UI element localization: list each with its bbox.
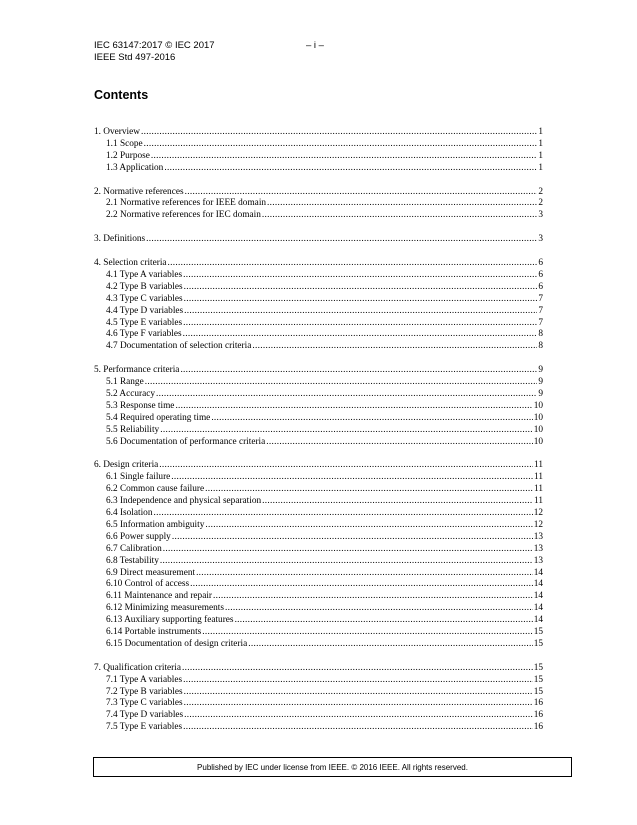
toc-entry-page: 9 [538,389,543,400]
toc-entry-page: 6 [538,270,543,281]
toc-entry-page: 14 [533,615,543,626]
toc-entry-label: 5.5 Reliability [106,424,160,435]
toc-entry-page: 12 [533,519,543,530]
dot-leader [205,520,532,532]
toc-entry-label: 6.1 Single failure [106,472,171,483]
toc-entry-label: 2.1 Normative references for IEEE domain [106,198,267,209]
toc-subsection-entry[interactable] [94,210,543,222]
toc-entry-label: 6.4 Isolation [106,508,153,519]
toc-entry-label: 5.1 Range [106,377,144,388]
toc-subsection-entry[interactable] [94,687,543,699]
dot-leader [184,698,533,710]
toc-entry-label: 6. Design criteria [94,460,159,471]
toc-entry-page: 10 [533,436,543,447]
dot-leader [183,270,537,282]
dot-leader [153,508,532,520]
toc-entry-label: 4.5 Type E variables [106,317,183,328]
toc-subsection-entry[interactable] [94,377,543,389]
toc-entry-label: 6.8 Testability [106,555,159,566]
publication-footer: Published by IEC under license from IEEE. © 2016 IEEE. All rights reserved. [93,757,572,777]
toc-entry-page: 16 [533,710,543,721]
toc-entry-page: 10 [533,412,543,423]
page-title: Contents [94,88,149,102]
toc-entry-label: 6.7 Calibration [106,543,162,554]
toc-subsection-entry[interactable] [94,520,543,532]
toc-subsection-entry[interactable] [94,710,543,722]
toc-entry-label: 6.12 Minimizing measurements [106,603,224,614]
toc-entry-page: 9 [538,377,543,388]
toc-entry-page: 15 [533,626,543,637]
toc-subsection-entry[interactable] [94,306,543,318]
toc-entry-page: 15 [533,638,543,649]
toc-subsection-entry[interactable] [94,472,543,484]
toc-entry-page: 16 [533,698,543,709]
toc-subsection-entry[interactable] [94,139,543,151]
toc-subsection-entry[interactable] [94,603,543,615]
toc-section-entry[interactable] [94,663,543,675]
header-standard-ieee: IEEE Std 497-2016 [94,52,176,63]
dot-leader [141,127,537,139]
toc-entry-page: 13 [533,555,543,566]
dot-leader [180,365,537,377]
dot-leader [211,413,532,425]
toc-entry-label: 7.5 Type E variables [106,722,183,733]
dot-leader [225,603,533,615]
toc-entry-label: 6.13 Auxiliary supporting features [106,615,234,626]
toc-subsection-entry[interactable] [94,437,543,449]
toc-entry-page: 7 [538,293,543,304]
toc-subsection-entry[interactable] [94,591,543,603]
page-header [94,40,215,64]
toc-subsection-entry[interactable] [94,163,543,175]
toc-entry-page: 10 [533,424,543,435]
toc-subsection-entry[interactable] [94,544,543,556]
toc-subsection-entry[interactable] [94,425,543,437]
toc-subsection-entry[interactable] [94,532,543,544]
toc-section [94,127,543,175]
toc-entry-label: 2. Normative references [94,186,184,197]
dot-leader [184,282,538,294]
header-standard-iec: IEC 63147:2017 © IEC 2017 [94,40,215,51]
toc-subsection-entry[interactable] [94,496,543,508]
toc-entry-label: 6.14 Portable instruments [106,626,202,637]
dot-leader [267,198,537,210]
dot-leader [156,389,537,401]
toc-entry-label: 7.4 Type D variables [106,710,184,721]
dot-leader [205,484,533,496]
dot-leader [183,722,533,734]
toc-entry-label: 5. Performance criteria [94,365,180,376]
dot-leader [171,472,533,484]
dot-leader [159,460,533,472]
toc-entry-page: 7 [538,317,543,328]
dot-leader [164,163,537,175]
toc-entry-page: 15 [533,674,543,685]
dot-leader [144,139,538,151]
toc-subsection-entry[interactable] [94,198,543,210]
toc-subsection-entry[interactable] [94,294,543,306]
toc-entry-label: 1.1 Scope [106,138,143,149]
toc-entry-page: 10 [533,400,543,411]
toc-entry-page: 11 [534,496,543,507]
toc-subsection-entry[interactable] [94,151,543,163]
toc-entry-label: 7.3 Type C variables [106,698,183,709]
toc-entry-label: 6.11 Maintenance and repair [106,591,213,602]
dot-leader [266,437,532,449]
dot-leader [235,615,533,627]
toc-entry-label: 7.2 Type B variables [106,686,183,697]
toc-section [94,663,543,734]
dot-leader [202,627,532,639]
toc-entry-label: 6.6 Power supply [106,531,171,542]
toc-entry-page: 2 [538,198,543,209]
toc-entry-page: 11 [534,472,543,483]
toc-entry-label: 6.3 Independence and physical separation [106,496,262,507]
toc-entry-label: 7.1 Type A variables [106,674,183,685]
toc-entry-page: 15 [533,686,543,697]
dot-leader [185,187,538,199]
dot-leader [168,258,538,270]
dot-leader [248,639,532,651]
dot-leader [145,377,538,389]
toc-entry-page: 11 [534,484,543,495]
toc-entry-label: 4.3 Type C variables [106,293,183,304]
toc-subsection-entry[interactable] [94,698,543,710]
dot-leader [262,210,537,222]
toc-subsection-entry[interactable] [94,318,543,330]
toc-entry-page: 16 [533,722,543,733]
toc-entry-page: 8 [538,341,543,352]
toc-section-entry[interactable] [94,460,543,472]
toc-subsection-entry[interactable] [94,413,543,425]
toc-entry-label: 5.2 Accuracy [106,389,156,400]
toc-entry-page: 14 [533,603,543,614]
toc-entry-label: 6.15 Documentation of design criteria [106,638,248,649]
toc-entry-page: 11 [534,460,543,471]
toc-entry-label: 6.9 Direct measurement [106,567,196,578]
toc-section-entry[interactable] [94,127,543,139]
toc-entry-label: 3. Definitions [94,234,146,245]
dot-leader [172,532,533,544]
toc-entry-label: 4.4 Type D variables [106,305,184,316]
toc-entry-label: 2.2 Normative references for IEC domain [106,210,261,221]
toc-section [94,365,543,448]
toc-subsection-entry[interactable] [94,639,543,651]
dot-leader [183,675,533,687]
toc-entry-label: 4.6 Type F variables [106,329,182,340]
dot-leader [190,579,533,591]
toc-entry-label: 4.1 Type A variables [106,270,183,281]
toc-subsection-entry[interactable] [94,341,543,353]
toc-entry-label: 5.4 Required operating time [106,412,211,423]
dot-leader [151,151,537,163]
toc-section-entry[interactable] [94,187,543,199]
toc-entry-page: 1 [538,150,543,161]
toc-subsection-entry[interactable] [94,556,543,568]
toc-entry-label: 4.2 Type B variables [106,281,183,292]
toc-entry-page: 2 [538,186,543,197]
toc-entry-page: 14 [533,579,543,590]
toc-subsection-entry[interactable] [94,722,543,734]
toc-section-entry[interactable] [94,258,543,270]
toc-entry-page: 14 [533,591,543,602]
dot-leader [182,663,533,675]
toc-subsection-entry[interactable] [94,270,543,282]
toc-subsection-entry[interactable] [94,627,543,639]
toc-entry-page: 6 [538,281,543,292]
toc-entry-label: 1. Overview [94,127,140,137]
dot-leader [213,591,533,603]
toc-entry-label: 6.5 Information ambiguity [106,519,205,530]
dot-leader [184,306,537,318]
table-of-contents [94,127,543,746]
toc-entry-page: 14 [533,567,543,578]
toc-subsection-entry[interactable] [94,508,543,520]
dot-leader [184,710,533,722]
toc-entry-label: 7. Qualification criteria [94,662,181,673]
toc-subsection-entry[interactable] [94,401,543,413]
toc-entry-label: 4. Selection criteria [94,258,167,269]
toc-subsection-entry[interactable] [94,282,543,294]
toc-subsection-entry[interactable] [94,579,543,591]
toc-subsection-entry[interactable] [94,568,543,580]
toc-entry-label: 5.6 Documentation of performance criteria [106,436,266,447]
dot-leader [184,294,538,306]
dot-leader [196,568,533,580]
toc-entry-label: 4.7 Documentation of selection criteria [106,341,252,352]
toc-subsection-entry[interactable] [94,615,543,627]
toc-entry-label: 6.10 Control of access [106,579,190,590]
toc-entry-page: 13 [533,543,543,554]
dot-leader [184,687,533,699]
toc-section-entry[interactable] [94,365,543,377]
dot-leader [163,544,533,556]
toc-entry-page: 15 [533,662,543,673]
toc-subsection-entry[interactable] [94,675,543,687]
toc-entry-page: 9 [538,365,543,376]
toc-entry-page: 3 [538,210,543,221]
toc-entry-label: 1.2 Purpose [106,150,150,161]
toc-subsection-entry[interactable] [94,329,543,341]
toc-section [94,187,543,223]
dot-leader [160,556,533,568]
toc-section [94,234,543,246]
dot-leader [146,234,537,246]
dot-leader [252,341,537,353]
dot-leader [183,329,538,341]
toc-entry-page: 7 [538,305,543,316]
dot-leader [175,401,532,413]
toc-entry-page: 6 [538,258,543,269]
toc-section [94,258,543,353]
dot-leader [262,496,533,508]
toc-entry-label: 1.3 Application [106,162,164,173]
toc-subsection-entry[interactable] [94,484,543,496]
dot-leader [160,425,533,437]
toc-entry-label: 6.2 Common cause failure [106,484,205,495]
toc-entry-page: 1 [538,138,543,149]
toc-entry-page: 1 [538,127,543,137]
dot-leader [183,318,537,330]
header-page-number: – i – [306,40,324,51]
toc-entry-page: 8 [538,329,543,340]
toc-section [94,460,543,650]
toc-entry-page: 13 [533,531,543,542]
toc-section-entry[interactable] [94,234,543,246]
toc-entry-label: 5.3 Response time [106,400,175,411]
toc-entry-page: 3 [538,234,543,245]
toc-entry-page: 1 [538,162,543,173]
toc-entry-page: 12 [533,508,543,519]
toc-subsection-entry[interactable] [94,389,543,401]
